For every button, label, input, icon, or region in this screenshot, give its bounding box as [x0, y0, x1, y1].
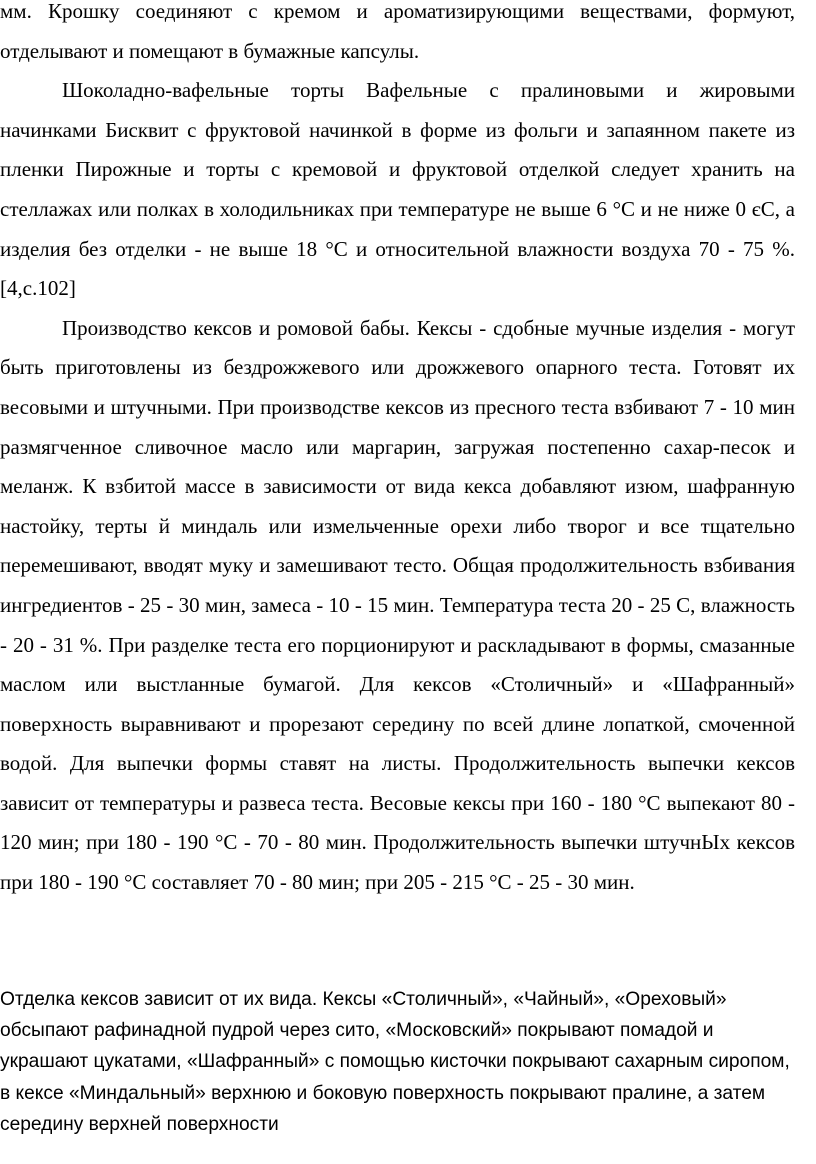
paragraph-storage: Шоколадно-вафельные торты Вафельные с пралиновыми и жировыми начинками Бисквит с фруктовой начинкой в форме из фольги и запаянном пакете из пленки Пирожные и торты с кремовой и фруктовой отделкой следует хранить на стеллажах или полках в холодильниках при температуре не выше 6 °С и не ниже 0 єС, а изделия без отделки - не выше 18 °С и относительной влажности воздуха 70 - 75 %.[4,с.102] — [0, 78, 795, 301]
paragraph-cake-finishing: Отделка кексов зависит от их вида. Кексы «Столичный», «Чайный», «Ореховый» обсыпают рафинадной пудрой через сито, «Московский» покрывают помадой и украшают цукатами, «Шафранный» с помощью кисточки покрывают сахарным сиропом, в кексе «Миндальный» верхнюю и боковую поверхность покрывают пралине, а затем середину верхней поверхности — [0, 989, 790, 1135]
paragraph-cake-production: Производство кексов и ромовой бабы. Кексы - сдобные мучные изделия - могут быть приготовлены из бездрожжевого или дрожжевого опарного теста. Готовят их весовыми и штучными. При производстве кексов из пресного теста взбивают 7 - 10 мин размягченное сливочное масло или маргарин, загружая постепенно сахар-песок и меланж. К взбитой массе в зависимости от вида кекса добавляют изюм, шафранную настойку, терты й миндаль или измельченные орехи либо творог и все тщательно перемешивают, вводят муку и замешивают тесто. Общая продолжительность взбивания ингредиентов - 25 - 30 мин, замеса - 10 - 15 мин. Температура теста 20 - 25 С, влажность - 20 - 31 %. При разделке теста его порционируют и раскладывают в формы, смазанные маслом или выстланные бумагой. Для кексов «Столичный» и «Шафранный» поверхность выравнивают и прорезают середину по всей длине лопаткой, смоченной водой. Для выпечки формы ставят на листы. Продолжительность выпечки кексов зависит от температуры и развеса теста. Весовые кексы при 160 - 180 °С выпекают 80 - 120 мин; при 180 - 190 °С - 70 - 80 мин. Продолжительность выпечки штучнЫх кексов при 180 - 190 °С составляет 70 - 80 мин; при 205 - 215 °С - 25 - 30 мин. — [0, 315, 795, 895]
paragraph-continuation: мм. Крошку соединяют с кремом и ароматизирующими веществами, формуют, отделывают и помещают в бумажные капсулы. — [0, 0, 795, 63]
secondary-text-block — [0, 984, 805, 1140]
